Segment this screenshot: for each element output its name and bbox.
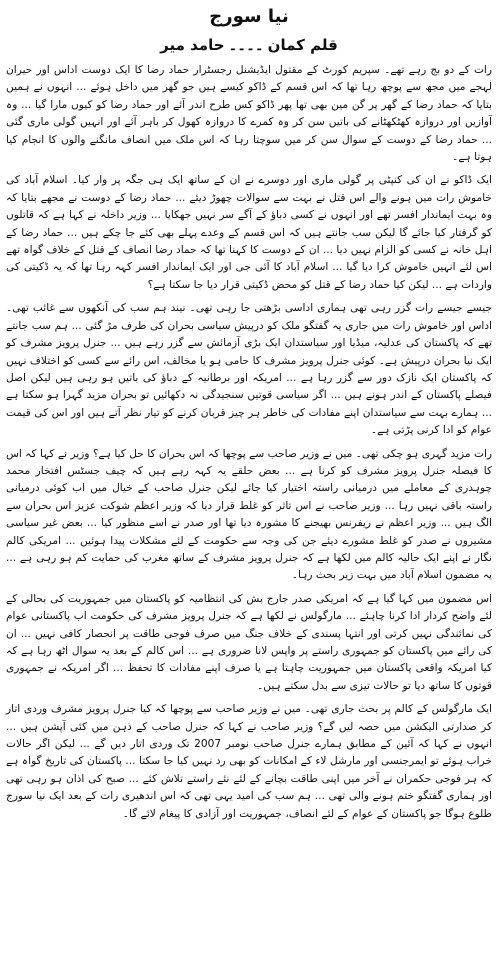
article-body (6, 62, 492, 823)
article-title: نیا سورج (209, 6, 289, 27)
paragraph: جیسے جیسے رات گزر رہی تھی ہماری اداسی بڑھتی جا رہی تھی۔ نیند ہم سب کی آنکھوں سے غائب تھی۔ اداس اور خاموش رات میں جاری یہ گفتگو ملک کو درپیش سیاسی بحران کی طرف مڑ گئی ... ہم سب جانتے تھے کہ پاکستان کی عدلیہ، میڈیا اور سیاستدان ایک بڑی آزمائش سے گزر رہے ہیں ... جنرل پرویز مشرف کو ایک نیا بحران درپیش ہے۔ کوئی جنرل پرویز مشرف کا حامی ہو یا مخالف، اس رائے سے کسی کو اختلاف نہیں کہ پاکستان ایک نازک دور سے گزر رہا ہے ... امریکہ اور برطانیہ کے دباؤ کی باتیں ہو رہی ہیں لیکن اصل فیصلے پاکستان کے اندر ہونے ہیں ... اگر سیاسی قوتیں سنجیدگی نہ دکھائیں تو بحران مزید گہرا ہو سکتا ہے ... ہمارے بہت سے سیاستدان اپنے مفادات کی خاطر ہر چیز قربان کرنے کو تیار نظر آتے ہیں اور اس کی قیمت عوام کو ادا کرنی پڑتی ہے۔ (6, 302, 492, 437)
column-name: قلم کمان (267, 36, 338, 54)
paragraph: رات مزید گہری ہو چکی تھی۔ میں نے وزیر صاحب سے پوچھا کہ اس بحران کا حل کیا ہے؟ وزیر نے کہا کہ اس کا فیصلہ جنرل پرویز مشرف کو کرنا ہے ... بعض حلقے یہ کہہ رہے ہیں کہ چیف جسٹس افتخار محمد چوہدری کے معاملے میں درمیانی راستہ اختیار کیا جائے لیکن جنرل صاحب کے خیال میں اب کوئی درمیانی راستہ باقی نہیں رہا ... وزیر صاحب نے اس تاثر کو غلط قرار دیا کہ وزیر اعظم شوکت عزیز اس بحران سے الگ ہیں ... وزیر اعظم نے ریفرنس بھیجنے کا مشورہ دیا تھا اور صدر نے اسے منظور کیا ... بعض غیر سیاسی مشیروں نے صدر کو غلط مشورے دیئے جن کی وجہ سے حکومت کے لئے مشکلات پیدا ہوئیں ... امریکی کالم نگار نے اپنے ایک حالیہ کالم میں لکھا ہے کہ جنرل پرویز مشرف کے ساتھ مغرب کی حمایت کم ہو رہی ہے ... یہ مضمون اسلام آباد میں بہت زیر بحث رہا۔ (6, 447, 492, 582)
author-name: حامد میر (160, 36, 225, 54)
byline-separator: ۔۔۔۔ (228, 36, 264, 54)
paragraph: رات کے دو بج رہے تھے۔ سپریم کورٹ کے مقتول ایڈیشنل رجسٹرار حماد رضا کا ایک دوست اداس اور حیران لہجے میں مجھ سے پوچھ رہا تھا کہ اس قسم کے ڈاکو کیسے ہیں جو گھر میں داخل ہوئے ... انہوں نے ہمیں بتایا کہ حماد رضا کے گھر پر گن مین بھی تھا پھر ڈاکو کس طرح اندر آئے اور حماد رضا کو کیوں مارا گیا ... وہ آوازیں اور دروازہ کھٹکھٹانے کی باتیں سن کر وہ کمرے کا دروازہ کھول کر باہر آئے اور انہیں گولی ماری گئی ... حماد رضا کے دوست کے سوال سن کر میں سوچتا رہا کہ اس ملک میں انصاف مانگنے والوں کا انجام کیا ہوتا ہے۔ (6, 64, 492, 164)
paragraph: ایک ڈاکو نے ان کی کنپٹی پر گولی ماری اور دوسرے نے ان کے ساتھ ایک ہی جگہ پر وار کیا۔ اسلام آباد کی خاموش رات میں ہونے والے اس قتل نے بہت سے سوالات چھوڑ دیئے ... حماد رضا کے دوست نے مجھے بتایا کہ وہ بہت ایماندار افسر تھے اور انہوں نے کسی دباؤ کے آگے سر نہیں جھکایا ... وزیر داخلہ نے کہا ہے کہ قاتلوں کو گرفتار کیا جائے گا لیکن سب جانتے ہیں کہ اس قسم کے وعدے پہلے بھی کئے جا چکے ہیں ... حماد رضا کے اہل خانہ نے کسی کو الزام نہیں دیا ... ان کے دوست کا کہنا تھا کہ حماد رضا انصاف کے قتل کے خلاف گواہ تھے اس لئے انہیں خاموش کرا دیا گیا ... اسلام آباد کا آئی جی اور ایک ایماندار افسر کہہ رہا تھا کہ یہ ڈکیتی کی واردات ہے ... لیکن کیا حماد رضا کے قتل کو محض ڈکیتی قرار دیا جا سکتا ہے؟ (6, 174, 492, 291)
paragraph: ایک مارگولس کے کالم پر بحث جاری تھی۔ میں نے وزیر صاحب سے پوچھا کہ کیا جنرل پرویز مشرف وردی اتار کر صدارتی الیکشن میں حصہ لیں گے؟ وزیر صاحب نے کہا کہ جنرل صاحب کے ذہن میں کئی آپشن ہیں ... انہوں نے کہا کہ آئین کے مطابق ہمارے جنرل صاحب نومبر 2007 تک وردی اتار دیں گے ... لیکن اگر حالات خراب ہوئے تو ایمرجنسی اور مارشل لاء کے امکانات کو بھی رد نہیں کیا جا سکتا ... پاکستان کی تاریخ گواہ ہے کہ ہر فوجی حکمران نے آخر میں اپنی طاقت بچانے کے لئے نئے راستے تلاش کئے ... صبح کی اذان ہو رہی تھی اور ہماری گفتگو ختم ہونے والی تھی ... ہم سب کی امید یہی تھی کہ اس اندھیری رات کے بعد ایک نیا سورج طلوع ہوگا جو پاکستان کے عوام کے لئے انصاف، جمہوریت اور آزادی کا پیغام لائے گا۔ (6, 703, 493, 820)
paragraph: اس مضمون میں کہا گیا ہے کہ امریکی صدر جارج بش کی انتظامیہ کو پاکستان میں جمہوریت کی بحالی کے لئے واضح کردار ادا کرنا چاہئے ... مارگولس نے لکھا ہے کہ جنرل پرویز مشرف کی حکومت اب پاکستانی عوام کی نمائندگی نہیں کرتی اور انتہا پسندی کے خلاف جنگ میں صرف فوجی طاقت پر انحصار کافی نہیں ... ان کی رائے میں پاکستان کو جمہوری راستے پر واپس لانا ضروری ہے ... اس کالم کے بعد یہ سوال اٹھ رہا ہے کہ کیا امریکہ واقعی پاکستان میں جمہوریت چاہتا ہے یا صرف اپنے مفادات کا تحفظ ... اگر امریکہ نے جمہوری قوتوں کا ساتھ دیا تو حالات تیزی سے بدل سکتے ہیں۔ (6, 592, 492, 692)
byline (6, 34, 492, 56)
